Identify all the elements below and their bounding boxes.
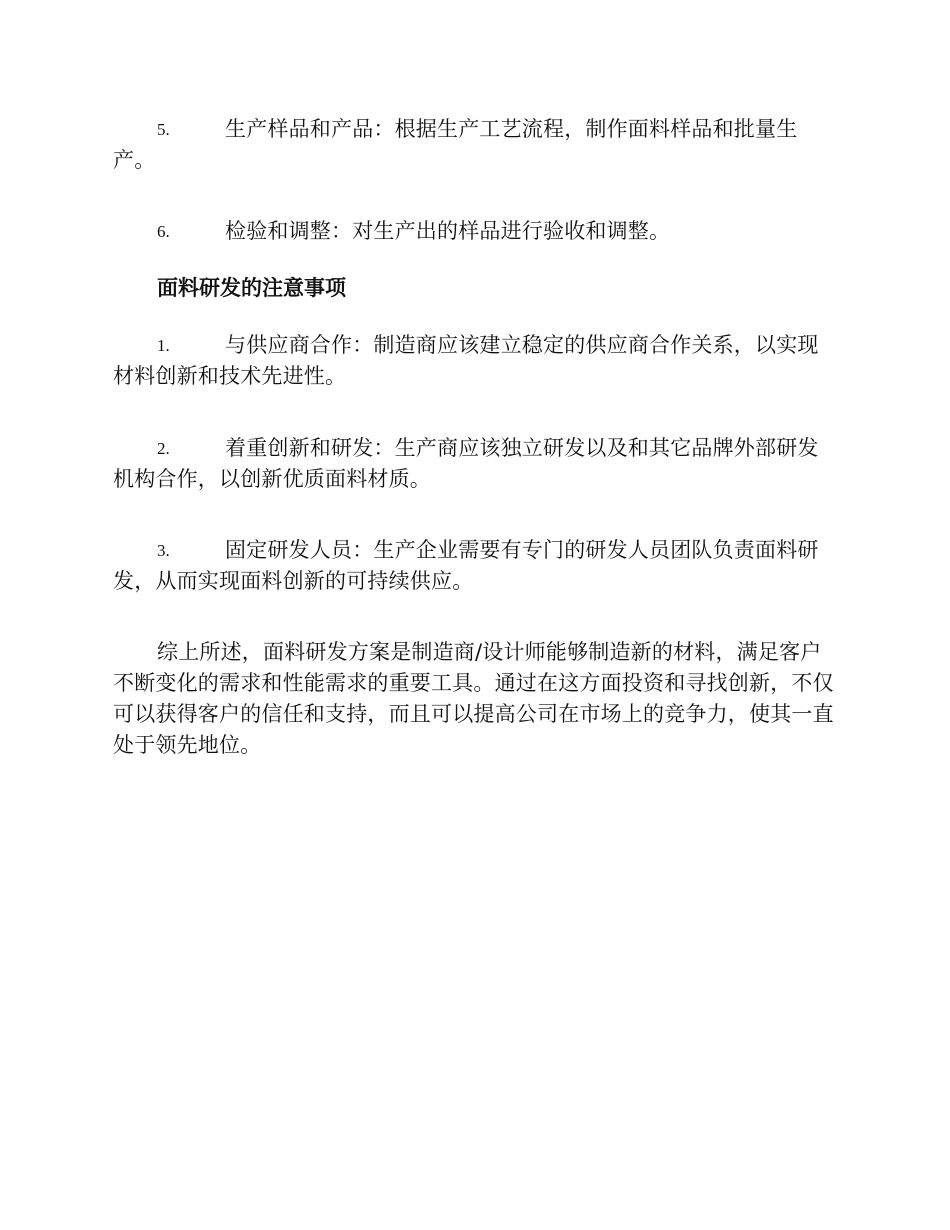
list-item: [113, 114, 835, 176]
list-item: [113, 433, 835, 495]
list-item-text: 与供应商合作：制造商应该建立稳定的供应商合作关系，以实现材料创新和技术先进性。: [113, 333, 819, 388]
section-heading: 面料研发的注意事项: [157, 276, 346, 300]
list-item-number: 2.: [157, 439, 170, 458]
list-item: [113, 535, 835, 597]
list-item-text: 着重创新和研发：生产商应该独立研发以及和其它品牌外部研发机构合作，以创新优质面料材质。: [113, 436, 819, 491]
list-item-text: 固定研发人员：生产企业需要有专门的研发人员团队负责面料研发，从而实现面料创新的可持续供应。: [113, 538, 819, 593]
list-item-text: 生产样品和产品：根据生产工艺流程，制作面料样品和批量生产。: [113, 117, 798, 172]
list-item: [113, 216, 835, 247]
list-item-number: 5.: [157, 120, 170, 139]
list-item-text: 检验和调整：对生产出的样品进行验收和调整。: [225, 219, 671, 243]
conclusion-paragraph: [113, 637, 835, 761]
conclusion-text: 综上所述，面料研发方案是制造商/设计师能够制造新的材料，满足客户不断变化的需求和性能需求的重要工具。通过在这方面投资和寻找创新，不仅可以获得客户的信任和支持，而且可以提高公司在市场上的竞争力，使其一直处于领先地位。: [113, 640, 834, 757]
list-item-number: 3.: [157, 541, 170, 560]
list-item-number: 6.: [157, 222, 170, 241]
list-item-number: 1.: [157, 336, 170, 355]
list-item: [113, 330, 835, 392]
